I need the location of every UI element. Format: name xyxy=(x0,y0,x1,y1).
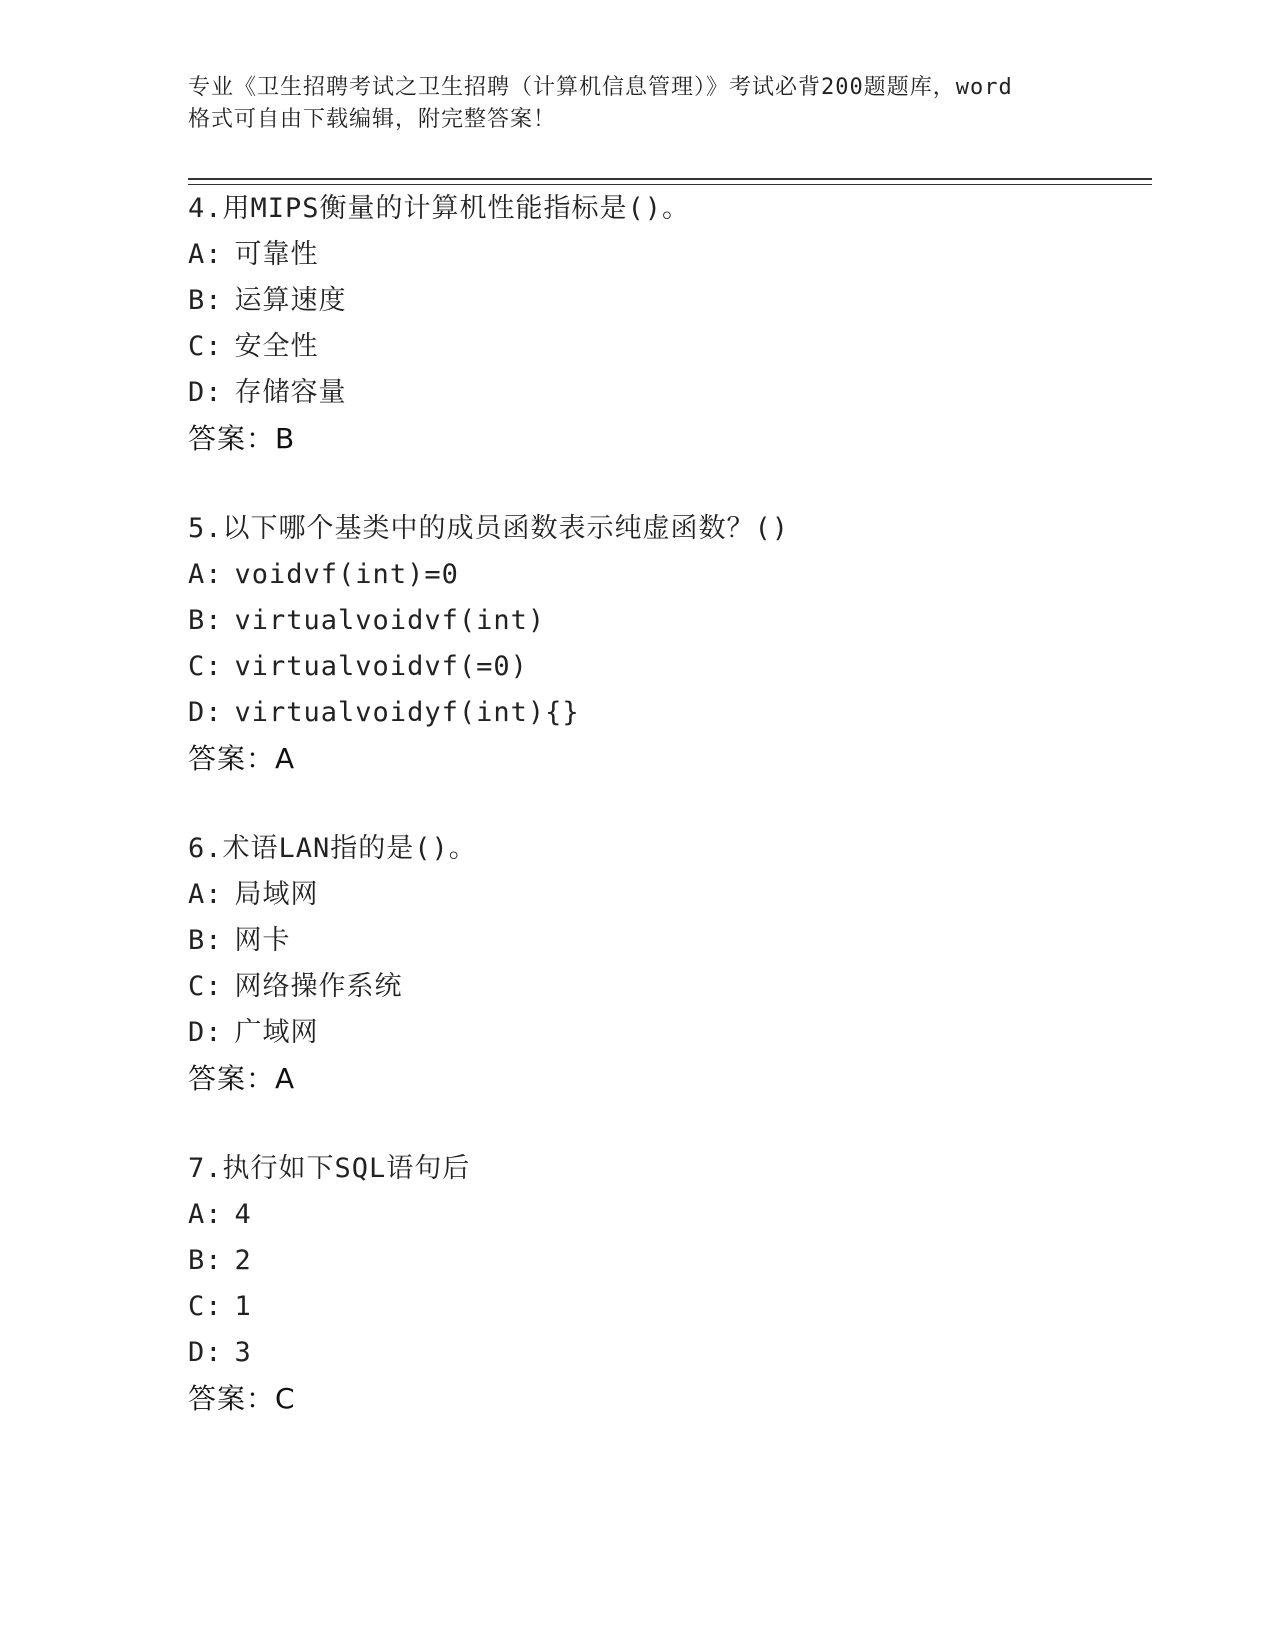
option-key: C: xyxy=(188,971,223,1002)
option-d xyxy=(188,690,1148,736)
answer-label: 答案：A xyxy=(188,1062,296,1095)
option-key: B: xyxy=(188,925,223,956)
document-header xyxy=(188,72,1088,136)
option-text: 2 xyxy=(234,1245,252,1276)
answer-label: 答案：B xyxy=(188,422,296,455)
option-c xyxy=(188,1284,1148,1330)
option-d xyxy=(188,370,1148,416)
option-text: virtualvoidvf(=0) xyxy=(234,651,528,682)
option-key: A: xyxy=(188,1199,223,1230)
option-key: C: xyxy=(188,331,223,362)
option-key: B: xyxy=(188,285,223,316)
option-key: B: xyxy=(188,605,223,636)
question-stem: 7.执行如下SQL语句后 xyxy=(188,1153,471,1184)
header-divider-thin xyxy=(188,184,1152,185)
header-line-2: 格式可自由下载编辑，附完整答案！ xyxy=(188,107,557,132)
option-text: 4 xyxy=(234,1199,252,1230)
option-c xyxy=(188,964,1148,1010)
option-text: virtualvoidyf(int){} xyxy=(234,697,580,728)
question-5 xyxy=(188,506,1148,782)
option-text: 局域网 xyxy=(234,879,319,910)
header-divider-thick xyxy=(188,178,1152,180)
option-a xyxy=(188,872,1148,918)
question-7 xyxy=(188,1146,1148,1422)
answer-label: 答案：C xyxy=(188,1382,296,1415)
option-key: A: xyxy=(188,239,223,270)
option-text: 网卡 xyxy=(234,925,291,956)
option-key: B: xyxy=(188,1245,223,1276)
option-c xyxy=(188,324,1148,370)
option-a xyxy=(188,232,1148,278)
option-text: voidvf(int)=0 xyxy=(234,559,459,590)
option-key: D: xyxy=(188,377,223,408)
option-c xyxy=(188,644,1148,690)
option-b xyxy=(188,278,1148,324)
option-a xyxy=(188,552,1148,598)
answer-label: 答案：A xyxy=(188,742,296,775)
option-text: 1 xyxy=(234,1291,252,1322)
option-text: 可靠性 xyxy=(234,239,319,270)
question-stem: 4.用MIPS衡量的计算机性能指标是()。 xyxy=(188,193,691,224)
option-key: C: xyxy=(188,1291,223,1322)
option-text: 网络操作系统 xyxy=(234,971,403,1002)
option-text: 广域网 xyxy=(234,1017,319,1048)
option-key: A: xyxy=(188,879,223,910)
option-key: D: xyxy=(188,697,223,728)
option-key: D: xyxy=(188,1017,223,1048)
option-text: 安全性 xyxy=(234,331,319,362)
option-text: 存储容量 xyxy=(234,377,347,408)
option-b xyxy=(188,598,1148,644)
option-b xyxy=(188,1238,1148,1284)
question-stem: 5.以下哪个基类中的成员函数表示纯虚函数？() xyxy=(188,513,790,544)
option-text: virtualvoidvf(int) xyxy=(234,605,546,636)
question-6 xyxy=(188,826,1148,1102)
option-key: D: xyxy=(188,1337,223,1368)
option-a xyxy=(188,1192,1148,1238)
option-d xyxy=(188,1330,1148,1376)
option-text: 3 xyxy=(234,1337,252,1368)
option-key: A: xyxy=(188,559,223,590)
question-list xyxy=(188,186,1148,1466)
option-d xyxy=(188,1010,1148,1056)
option-b xyxy=(188,918,1148,964)
option-text: 运算速度 xyxy=(234,285,347,316)
option-key: C: xyxy=(188,651,223,682)
header-line-1: 专业《卫生招聘考试之卫生招聘（计算机信息管理）》考试必背200题题库，word xyxy=(188,75,1013,100)
question-4 xyxy=(188,186,1148,462)
question-stem: 6.术语LAN指的是()。 xyxy=(188,833,477,864)
